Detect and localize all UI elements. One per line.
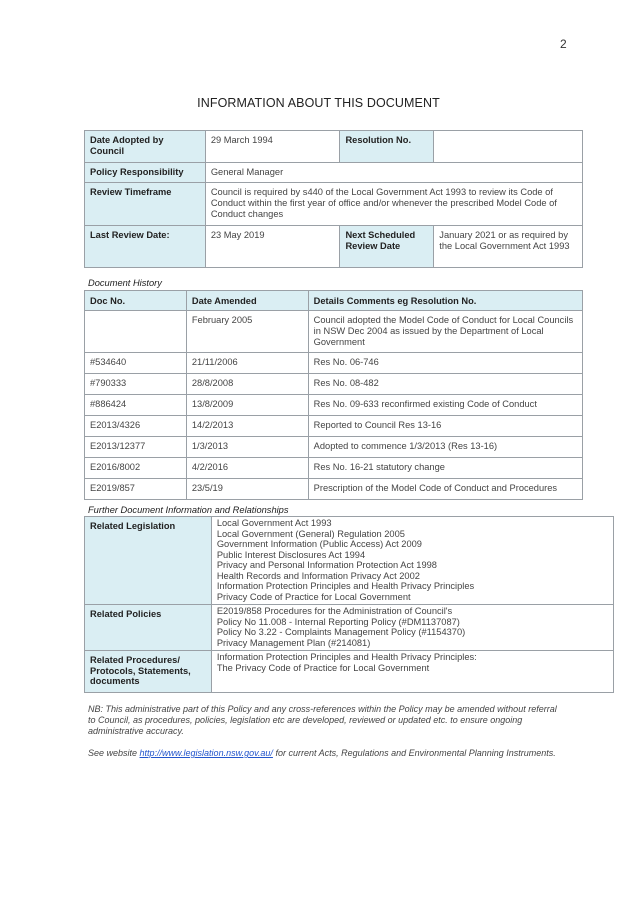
list-item: Information Protection Principles and Health Privacy Principles [216,581,475,591]
history-date: 4/2/2016 [186,458,308,479]
history-details: Adopted to commence 1/3/2013 (Res 13-16) [308,437,582,458]
related-documents-table [84,516,614,693]
history-details: Res No. 06-746 [308,353,582,374]
history-date: 21/11/2006 [186,353,308,374]
website-note-prefix: See website [88,748,140,758]
history-doc: #534640 [85,353,187,374]
website-note-suffix: for current Acts, Regulations and Environmental Planning Instruments. [272,748,556,758]
page-title: INFORMATION ABOUT THIS DOCUMENT [197,96,440,110]
history-details: Council adopted the Model Code of Conduct for Local Councils in NSW Dec 2004 as issued by the Department of Local Government [308,311,582,353]
legislation-link[interactable]: http://www.legislation.nsw.gov.au/ [139,748,273,758]
history-doc: E2019/857 [85,479,187,500]
list-item: Local Government Act 1993 [216,518,332,528]
history-details: Res No. 16-21 statutory change [308,458,582,479]
next-review-label: Next Scheduled Review Date [340,226,434,268]
history-doc: #886424 [85,395,187,416]
page-number: 2 [560,37,567,51]
related-procedures-list [211,651,613,693]
policy-responsibility-label: Policy Responsibility [85,163,206,183]
document-history-table [84,290,583,500]
list-item: Public Interest Disclosures Act 1994 [216,549,366,560]
history-date: 28/8/2008 [186,374,308,395]
history-details: Reported to Council Res 13-16 [308,416,582,437]
history-date: 13/8/2009 [186,395,308,416]
further-info-caption: Further Document Information and Relationships [88,505,289,515]
related-policies-label: Related Policies [85,605,212,651]
related-procedures-label: Related Procedures/ Protocols, Statements, documents [85,651,212,693]
history-doc: E2016/8002 [85,458,187,479]
resolution-value [434,131,583,163]
document-history-caption: Document History [88,278,162,288]
related-legislation-label: Related Legislation [85,517,212,605]
history-details: Res No. 09-633 reconfirmed existing Code of Conduct [308,395,582,416]
history-doc: #790333 [85,374,187,395]
review-timeframe-value: Council is required by s440 of the Local Government Act 1993 to review its Code of Conduct within the first year of office and/or whenever the prescribed Model Code of Conduct changes [205,183,582,226]
history-header-doc: Doc No. [85,291,187,311]
list-item: Policy No 11.008 - Internal Reporting Policy (#DM1137087) [216,616,460,627]
list-item: Privacy Management Plan (#214081) [216,637,371,648]
list-item: Privacy Code of Practice for Local Government [216,591,411,602]
list-item: Health Records and Information Privacy Act 2002 [216,570,420,581]
history-doc [85,311,187,353]
list-item: Information Protection Principles and Health Privacy Principles: [216,652,477,662]
history-details: Res No. 08-482 [308,374,582,395]
date-adopted-label: Date Adopted by Council [85,131,206,163]
resolution-label: Resolution No. [340,131,434,163]
list-item: The Privacy Code of Practice for Local Government [216,662,430,673]
list-item: Policy No 3.22 - Complaints Management Policy (#1154370) [216,627,466,637]
list-item: Local Government (General) Regulation 2005 [216,528,405,539]
review-timeframe-label: Review Timeframe [85,183,206,226]
history-header-details: Details Comments eg Resolution No. [308,291,582,311]
document-info-table [84,130,583,268]
history-date: 23/5/19 [186,479,308,500]
policy-responsibility-value: General Manager [205,163,582,183]
history-details: Prescription of the Model Code of Conduct and Procedures [308,479,582,500]
list-item: E2019/858 Procedures for the Administration of Council's [216,606,453,616]
history-date: 14/2/2013 [186,416,308,437]
website-note [88,748,558,759]
list-item: Privacy and Personal Information Protection Act 1998 [216,560,437,570]
history-doc: E2013/4326 [85,416,187,437]
next-review-value: January 2021 or as required by the Local Government Act 1993 [434,226,583,268]
last-review-label: Last Review Date: [85,226,206,268]
history-date: February 2005 [186,311,308,353]
last-review-value: 23 May 2019 [205,226,340,268]
list-item: Government Information (Public Access) Act 2009 [216,539,422,549]
history-date: 1/3/2013 [186,437,308,458]
related-policies-list [211,605,613,651]
related-legislation-list [211,517,613,605]
history-doc: E2013/12377 [85,437,187,458]
admin-note: NB: This administrative part of this Policy and any cross-references within the Policy may be amended without referral to Council, as procedures, policies, legislation etc are developed, reviewed or updated etc. to ensure ongoing administrative accuracy. [88,704,557,736]
history-header-date: Date Amended [186,291,308,311]
date-adopted-value: 29 March 1994 [205,131,340,163]
